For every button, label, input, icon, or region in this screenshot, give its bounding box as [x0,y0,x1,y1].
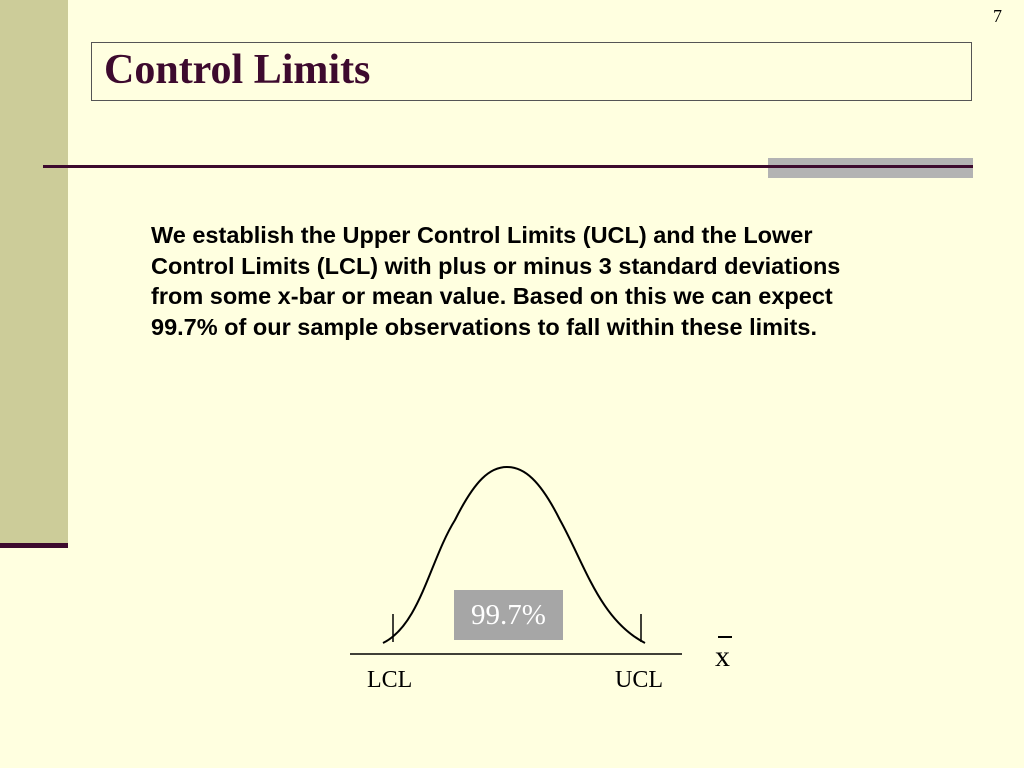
ucl-label: UCL [615,667,663,693]
xbar-label: x [715,640,730,673]
percent-box [454,590,563,640]
xbar-overline [718,636,732,638]
lcl-label: LCL [367,667,413,693]
body-paragraph: We establish the Upper Control Limits (UCL) and the Lower Control Limits (LCL) with plus or minus 3 standard deviations from some x-bar or mean value. Based on this we can expect 99.7% of our sample observations to fall within these limits. [151,222,841,340]
percent-label: 99.7% [471,598,546,631]
slide-number: 7 [993,6,1002,26]
page-title: Control Limits [104,47,371,93]
